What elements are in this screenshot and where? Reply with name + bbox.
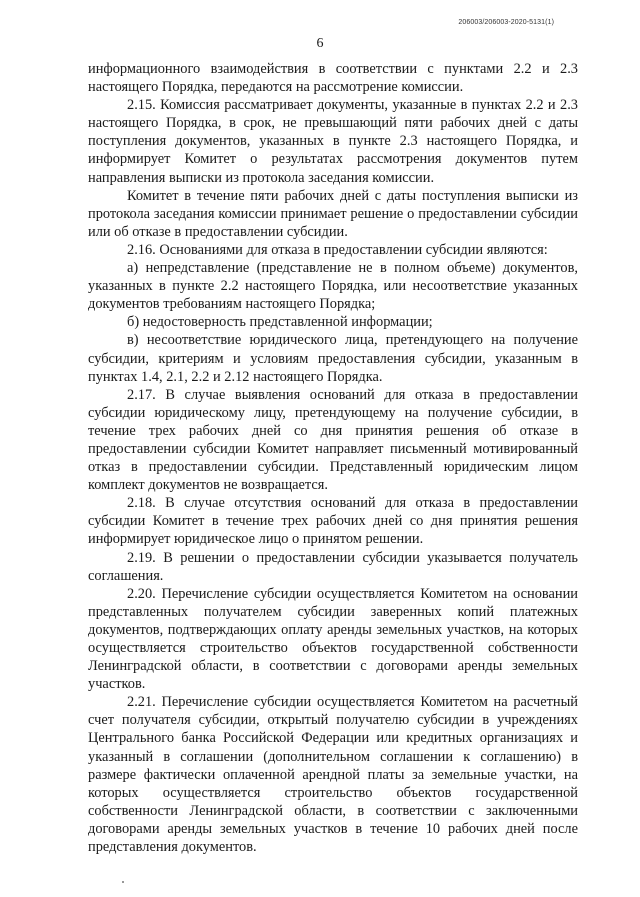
paragraph-2-21: 2.21. Перечисление субсидии осуществляется Комитетом на расчетный счет получателя субсидии, открытый получателю субсидии в учреждениях Центрального банка Российской Федерации или кредитных организациях и указанный в соглашении (дополнительном соглашении к соглашению) в размере фактически оплаченной арендной платы за земельные участки, на которых осуществляется строительство объектов государственной собственности Ленинградской области, в соответствии с заключенными договорами аренды земельных участков в течение 10 рабочих дней после представления документов. bbox=[88, 694, 578, 856]
paragraph-2-15: 2.15. Комиссия рассматривает документы, указанные в пунктах 2.2 и 2.3 настоящего Порядка, в срок, не превышающий пяти рабочих дней с даты поступления документов, указанных в пункте 2.3 настоящего Порядка, и информирует Комитет о результатах рассмотрения документов путем направления выписки из протокола заседания комиссии. bbox=[88, 97, 578, 186]
paragraph-2-18: 2.18. В случае отсутствия оснований для отказа в предоставлении субсидии Комитет в течение трех рабочих дней со дня принятия решения информирует юридическое лицо о принятом решении. bbox=[88, 495, 578, 548]
page-number: 6 bbox=[316, 36, 324, 51]
paragraph: информационного взаимодействия в соответствии с пунктами 2.2 и 2.3 настоящего Порядка, передаются на рассмотрение комиссии. bbox=[88, 61, 578, 96]
list-item-b: б) недостоверность представленной информации; bbox=[127, 314, 433, 331]
document-body bbox=[88, 60, 578, 856]
paragraph: Комитет в течение пяти рабочих дней с даты поступления выписки из протокола заседания комиссии принимает решение о предоставлении субсидии или об отказе в предоставлении субсидии. bbox=[88, 187, 578, 240]
scan-speck bbox=[122, 881, 124, 883]
paragraph-2-19: 2.19. В решении о предоставлении субсидии указывается получатель соглашения. bbox=[88, 549, 578, 584]
list-item-v: в) несоответствие юридического лица, претендующего на получение субсидии, критериям и условиям предоставления субсидии, указанным в пунктах 1.4, 2.1, 2.2 и 2.12 настоящего Порядка. bbox=[88, 332, 578, 385]
document-id: 206003/206003-2020-5131(1) bbox=[458, 19, 554, 26]
list-item-a: а) непредставление (представление не в полном объеме) документов, указанных в пункте 2.2 настоящего Порядка, или несоответствие указанных документов требованиям настоящего Порядка; bbox=[88, 260, 578, 313]
paragraph-2-20: 2.20. Перечисление субсидии осуществляется Комитетом на основании представленных получателем субсидии заверенных копий платежных документов, подтверждающих оплату аренды земельных участков, на которых осуществляется строительство объектов государственной собственности Ленинградской области, в соответствии с договорами аренды земельных участков. bbox=[88, 585, 578, 693]
paragraph-2-16: 2.16. Основаниями для отказа в предоставлении субсидии являются: bbox=[127, 241, 548, 258]
paragraph-2-17: 2.17. В случае выявления оснований для отказа в предоставлении субсидии юридическому лицу, претендующему на получение субсидии, в течение трех рабочих дней со дня принятия решения об отказе в предоставлении субсидии Комитет направляет письменный мотивированный отказ в предоставлении субсидии. Представленный юридическим лицом комплект документов не возвращается. bbox=[88, 386, 578, 494]
